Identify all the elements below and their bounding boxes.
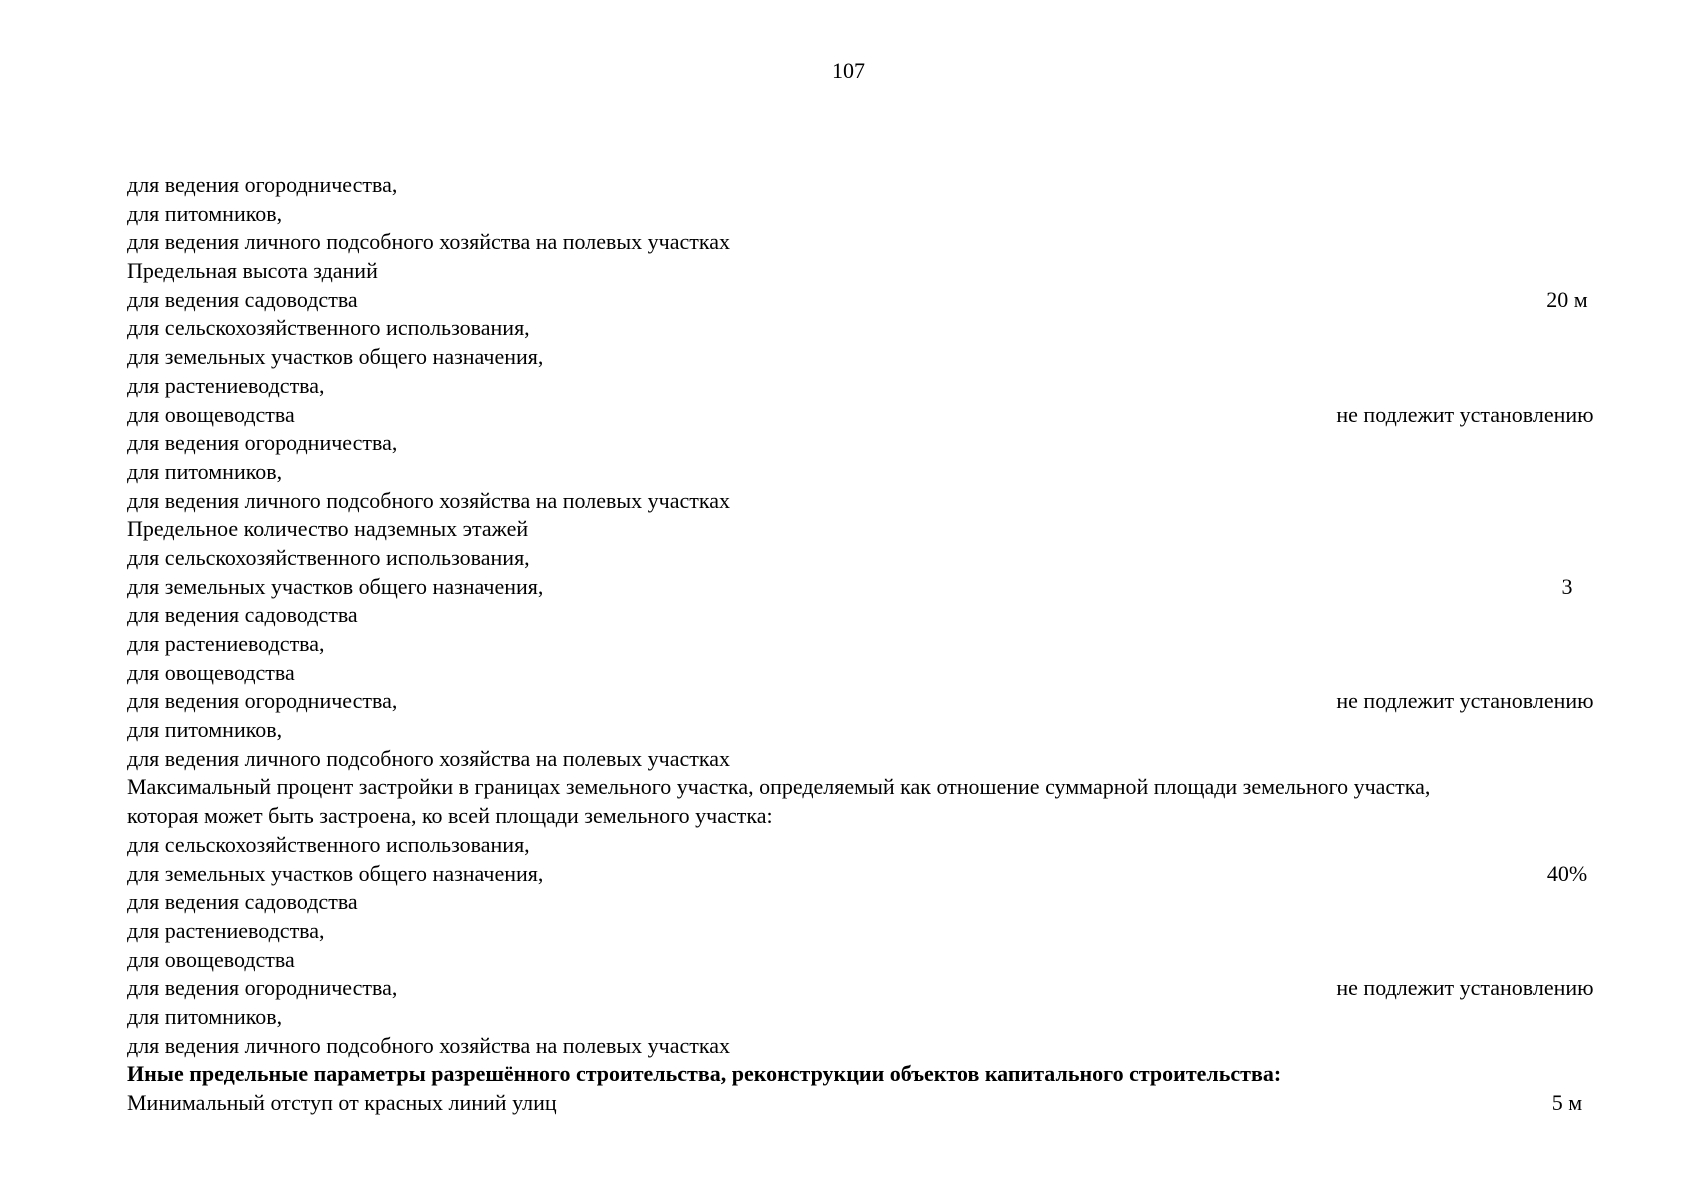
parameter-row [127, 515, 1587, 544]
parameter-value: 5 м [1551, 1090, 1583, 1115]
parameter-label: для ведения огородничества, [127, 430, 398, 456]
parameter-row [127, 1089, 1587, 1118]
section-heading: Иные предельные параметры разрешённого строительства, реконструкции объектов капитального строительства: [127, 1061, 1282, 1087]
parameter-row [127, 228, 1587, 257]
parameter-row [127, 257, 1587, 286]
parameter-value: не подлежит установлению [1336, 975, 1594, 1001]
parameter-label: для земельных участков общего назначения, [127, 573, 544, 599]
parameter-value: не подлежит установлению [1336, 401, 1594, 427]
parameter-label: для питомников, [127, 200, 283, 226]
parameter-label: для растениеводства, [127, 631, 325, 656]
parameter-row [127, 888, 1587, 917]
parameter-label: для ведения личного подсобного хозяйства на полевых участках [127, 745, 731, 771]
parameter-row [127, 573, 1587, 602]
parameter-label: для земельных участков общего назначения, [127, 344, 544, 370]
parameter-label: которая может быть застроена, ко всей площади земельного участка: [127, 803, 773, 829]
parameter-row [127, 974, 1594, 1003]
parameter-label: для питомников, [127, 1003, 283, 1029]
parameter-label: для растениеводства, [127, 372, 325, 398]
parameter-label: для растениеводства, [127, 917, 325, 943]
parameter-row [127, 1032, 1587, 1061]
parameter-label: для овощеводства [127, 659, 295, 685]
parameter-label: для ведения огородничества, [127, 975, 398, 1001]
parameter-row [127, 487, 1587, 516]
parameter-label: Предельное количество надземных этажей [127, 516, 529, 542]
parameter-label: для ведения садоводства [127, 889, 358, 915]
parameter-row [127, 429, 1587, 458]
parameter-label: для овощеводства [127, 946, 295, 972]
parameter-label: Максимальный процент застройки в границах земельного участка, определяемый как отношение суммарной площади земельного участка, [127, 774, 1431, 800]
page-number: 107 [832, 58, 865, 83]
parameter-label: для ведения огородничества, [127, 688, 398, 714]
parameter-row [127, 171, 1587, 200]
parameter-label: для ведения личного подсобного хозяйства на полевых участках [127, 229, 731, 255]
parameter-row [127, 831, 1587, 860]
parameter-row [127, 458, 1587, 487]
parameter-label: для сельскохозяйственного использования, [127, 831, 530, 857]
parameter-label: для ведения личного подсобного хозяйства на полевых участках [127, 487, 731, 513]
parameter-label: Предельная высота зданий [127, 258, 378, 284]
parameter-row [127, 687, 1594, 716]
parameter-row [127, 917, 1587, 946]
parameter-label: для ведения садоводства [127, 286, 358, 312]
parameter-row [127, 343, 1587, 372]
parameter-label: для земельных участков общего назначения, [127, 860, 544, 886]
parameter-row [127, 286, 1587, 315]
parameter-label: для питомников, [127, 458, 283, 484]
parameter-value: 40% [1546, 860, 1588, 886]
parameter-label: для ведения личного подсобного хозяйства на полевых участках [127, 1032, 731, 1058]
parameter-row [127, 716, 1587, 745]
parameter-row [127, 659, 1587, 688]
parameters-list [127, 171, 1594, 1118]
parameter-label: для сельскохозяйственного использования, [127, 315, 530, 341]
parameter-value: 20 м [1546, 286, 1588, 312]
parameter-label: для ведения садоводства [127, 602, 358, 628]
parameter-label: Минимальный отступ от красных линий улиц [127, 1090, 557, 1115]
parameter-label: для овощеводства [127, 401, 295, 427]
section-heading-row [127, 1060, 1587, 1089]
parameter-row [127, 802, 1587, 831]
parameter-row [127, 773, 1587, 802]
parameter-label: для питомников, [127, 717, 283, 743]
parameter-row [127, 946, 1587, 975]
parameter-row [127, 601, 1587, 630]
parameter-row [127, 1003, 1587, 1032]
parameter-label: для сельскохозяйственного использования, [127, 544, 530, 570]
parameter-value: 3 [1561, 573, 1573, 599]
parameter-label: для ведения огородничества, [127, 172, 398, 197]
parameter-row [127, 401, 1594, 430]
parameter-row [127, 314, 1587, 343]
parameter-row [127, 860, 1587, 889]
parameter-row [127, 200, 1587, 229]
parameter-value: не подлежит установлению [1336, 688, 1594, 714]
parameter-row [127, 544, 1587, 573]
parameter-row [127, 372, 1587, 401]
parameter-row [127, 745, 1587, 774]
parameter-row [127, 630, 1587, 659]
